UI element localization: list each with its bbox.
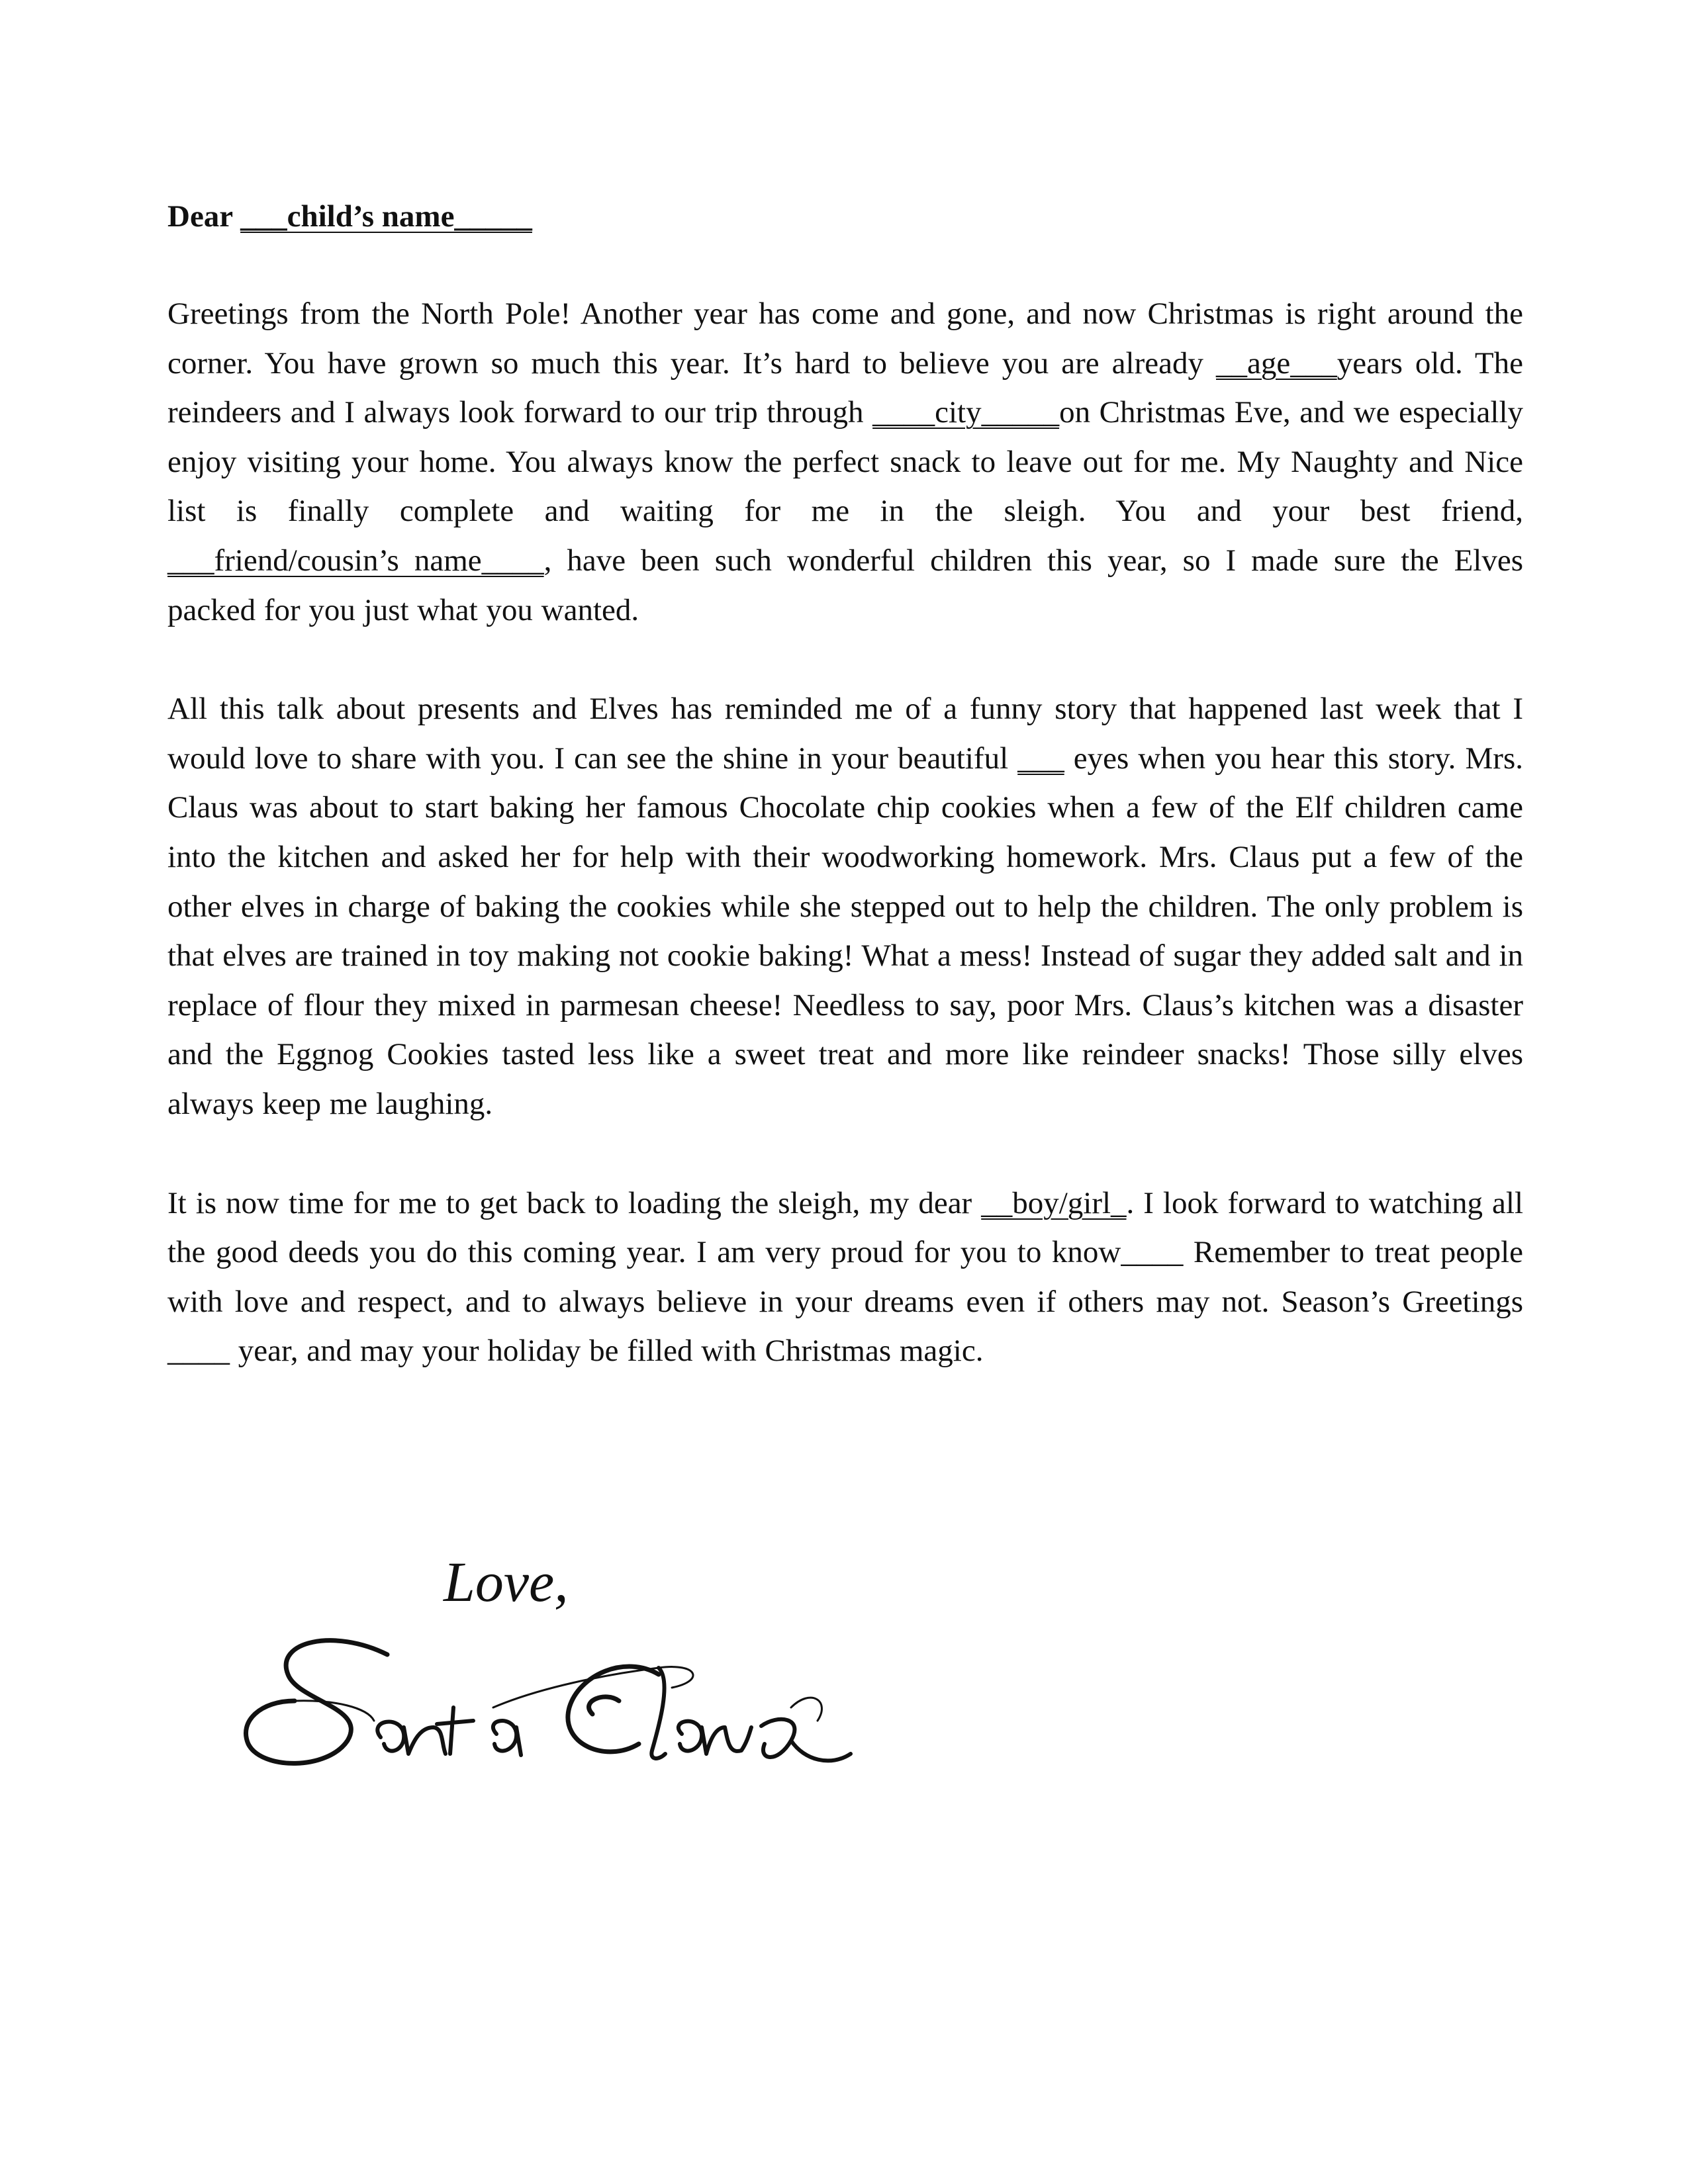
salutation-prefix: Dear <box>167 199 241 234</box>
age-blank: __age___ <box>1216 345 1337 381</box>
paragraph-farewell <box>167 1179 1523 1376</box>
paragraph3-text-3: Remember to treat people with love and respect, and to always believe in your dreams even if others may not. Season’s Greetings <box>167 1235 1523 1319</box>
paragraph2-text-1: All this talk about presents and Elves has reminded me of a funny story that happened last week that I would love to share with you. I can see the shine in your beautiful <box>167 692 1523 776</box>
boy-girl-blank: __boy/girl_ <box>981 1185 1127 1220</box>
city-blank: ____city_____ <box>872 395 1060 430</box>
salutation <box>167 192 1523 242</box>
santa-claus-signature <box>235 1628 870 1780</box>
paragraph1-text-4: , have been such wonderful children this year, so I made sure the Elves packed for you just what you wanted. <box>167 543 1523 627</box>
paragraph2-text-2: eyes when you hear this story. Mrs. Claus was about to start baking her famous Chocolate chip cookies when a few of the Elf children came into the kitchen and asked her for help with their woodworking homework. Mrs. Claus put a few of the other elves in charge of baking the cookies while she stepped out to help the children. The only problem is that elves are trained in toy making not cookie baking! What a mess! Instead of sugar they added salt and in replace of flour they mixed in parmesan cheese! Needless to say, poor Mrs. Claus’s kitchen was a disaster and the Eggnog Cookies tasted less like a sweet treat and more like reindeer snacks! Those silly elves always keep me laughing. <box>167 741 1523 1121</box>
closing-love: Love, <box>444 1550 569 1614</box>
paragraph1-text-2: years old. The reindeers and I always look forward to our trip through <box>167 345 1523 430</box>
letter-body <box>167 192 1523 1376</box>
child-name-blank: ___child’s name_____ <box>240 199 532 234</box>
paragraph3-text-2: . I look forward to watching all the good deeds you do this coming year. I am very proud for you to know <box>167 1185 1524 1270</box>
paragraph-story <box>167 684 1523 1128</box>
paragraph1-text-1: Greetings from the North Pole! Another year has come and gone, and now Christmas is right around the corner. You have grown so much this year. It’s hard to believe you are already <box>167 296 1523 381</box>
paragraph3-text-1: It is now time for me to get back to loading the sleigh, my dear <box>167 1185 982 1220</box>
paragraph3-text-4: year, and may your holiday be filled with Christmas magic. <box>230 1334 984 1369</box>
paragraph1-text-3: on Christmas Eve, and we especially enjoy visiting your home. You always know the perfect snack to leave out for me. My Naughty and Nice list is finally complete and waiting for me in the sleigh. You and your best friend, <box>167 395 1523 529</box>
eye-color-blank: ___ <box>1017 741 1064 776</box>
year-blank: ____ <box>167 1334 230 1369</box>
know-blank: ____ <box>1121 1235 1184 1270</box>
friend-name-blank: ___friend/cousin’s name____ <box>167 543 544 578</box>
paragraph-greetings <box>167 289 1523 635</box>
